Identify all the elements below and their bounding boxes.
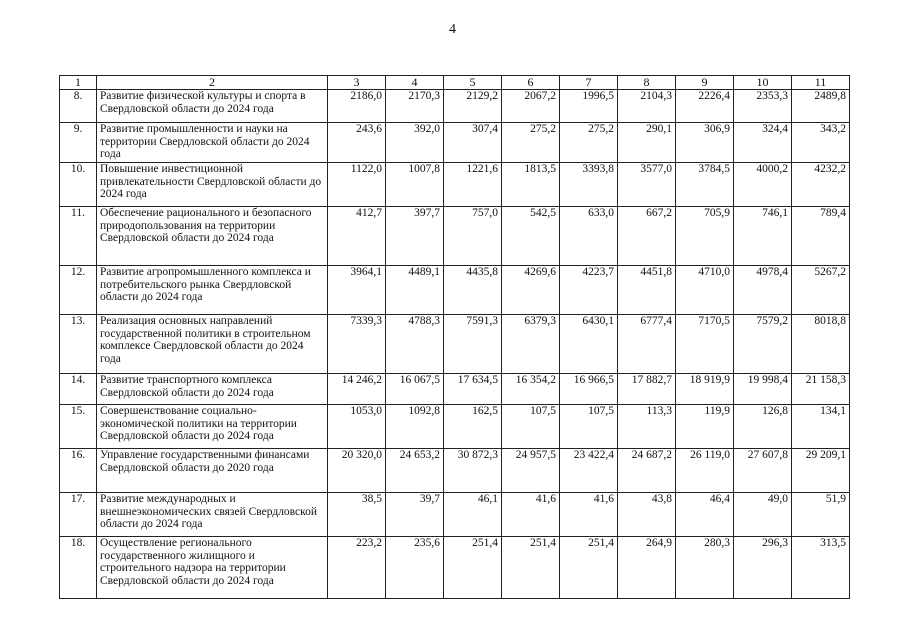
value-cell: 7339,3: [328, 315, 386, 374]
value-cell: 412,7: [328, 207, 386, 266]
value-cell: 39,7: [386, 493, 444, 537]
value-cell: 46,4: [676, 493, 734, 537]
value-cell: 306,9: [676, 123, 734, 163]
column-header-6: 6: [502, 76, 560, 90]
value-cell: 243,6: [328, 123, 386, 163]
program-name: Обеспечение рационального и безопасного природопользования на территории Свердловской области до 2024 года: [97, 207, 328, 266]
value-cell: 16 067,5: [386, 374, 444, 405]
column-header-8: 8: [618, 76, 676, 90]
value-cell: 667,2: [618, 207, 676, 266]
value-cell: 51,9: [792, 493, 850, 537]
column-header-10: 10: [734, 76, 792, 90]
value-cell: 43,8: [618, 493, 676, 537]
program-name: Осуществление регионального государственного жилищного и строительного надзора на территории Свердловской области до 2024 года: [97, 537, 328, 599]
value-cell: 19 998,4: [734, 374, 792, 405]
value-cell: 6379,3: [502, 315, 560, 374]
value-cell: 2170,3: [386, 90, 444, 123]
row-number: 11.: [60, 207, 97, 266]
value-cell: 789,4: [792, 207, 850, 266]
program-name: Совершенствование социально-экономической политики на территории Свердловской области до 2024 года: [97, 405, 328, 449]
value-cell: 3577,0: [618, 163, 676, 207]
column-header-2: 2: [97, 76, 328, 90]
value-cell: 392,0: [386, 123, 444, 163]
value-cell: 2104,3: [618, 90, 676, 123]
value-cell: 2129,2: [444, 90, 502, 123]
value-cell: 307,4: [444, 123, 502, 163]
value-cell: 18 919,9: [676, 374, 734, 405]
value-cell: 134,1: [792, 405, 850, 449]
value-cell: 296,3: [734, 537, 792, 599]
header-row: [60, 76, 850, 90]
value-cell: 4435,8: [444, 266, 502, 315]
value-cell: 251,4: [444, 537, 502, 599]
value-cell: 280,3: [676, 537, 734, 599]
value-cell: 290,1: [618, 123, 676, 163]
column-header-11: 11: [792, 76, 850, 90]
value-cell: 14 246,2: [328, 374, 386, 405]
value-cell: 8018,8: [792, 315, 850, 374]
value-cell: 41,6: [502, 493, 560, 537]
table-body: [60, 90, 850, 599]
value-cell: 1221,6: [444, 163, 502, 207]
value-cell: 23 422,4: [560, 449, 618, 493]
table-row: [60, 493, 850, 537]
budget-table: [59, 75, 850, 599]
table-row: [60, 449, 850, 493]
value-cell: 746,1: [734, 207, 792, 266]
value-cell: 24 653,2: [386, 449, 444, 493]
value-cell: 46,1: [444, 493, 502, 537]
value-cell: 4788,3: [386, 315, 444, 374]
row-number: 18.: [60, 537, 97, 599]
value-cell: 113,3: [618, 405, 676, 449]
row-number: 8.: [60, 90, 97, 123]
value-cell: 1996,5: [560, 90, 618, 123]
value-cell: 26 119,0: [676, 449, 734, 493]
value-cell: 4451,8: [618, 266, 676, 315]
value-cell: 2186,0: [328, 90, 386, 123]
value-cell: 27 607,8: [734, 449, 792, 493]
value-cell: 7579,2: [734, 315, 792, 374]
value-cell: 3393,8: [560, 163, 618, 207]
program-name: Развитие международных и внешнеэкономических связей Свердловской области до 2024 года: [97, 493, 328, 537]
value-cell: 107,5: [502, 405, 560, 449]
value-cell: 223,2: [328, 537, 386, 599]
value-cell: 4000,2: [734, 163, 792, 207]
value-cell: 17 634,5: [444, 374, 502, 405]
value-cell: 2489,8: [792, 90, 850, 123]
value-cell: 264,9: [618, 537, 676, 599]
value-cell: 162,5: [444, 405, 502, 449]
value-cell: 251,4: [560, 537, 618, 599]
value-cell: 107,5: [560, 405, 618, 449]
value-cell: 29 209,1: [792, 449, 850, 493]
value-cell: 343,2: [792, 123, 850, 163]
value-cell: 16 966,5: [560, 374, 618, 405]
value-cell: 7170,5: [676, 315, 734, 374]
value-cell: 17 882,7: [618, 374, 676, 405]
value-cell: 126,8: [734, 405, 792, 449]
value-cell: 21 158,3: [792, 374, 850, 405]
program-name: Развитие агропромышленного комплекса и потребительского рынка Свердловской области до 2024 года: [97, 266, 328, 315]
program-name: Развитие транспортного комплекса Свердловской области до 2024 года: [97, 374, 328, 405]
program-name: Развитие промышленности и науки на территории Свердловской области до 2024 года: [97, 123, 328, 163]
table-row: [60, 163, 850, 207]
value-cell: 2067,2: [502, 90, 560, 123]
program-name: Развитие физической культуры и спорта в Свердловской области до 2024 года: [97, 90, 328, 123]
value-cell: 705,9: [676, 207, 734, 266]
value-cell: 24 687,2: [618, 449, 676, 493]
row-number: 16.: [60, 449, 97, 493]
page-number: 4: [449, 22, 456, 37]
value-cell: 1122,0: [328, 163, 386, 207]
table-row: [60, 207, 850, 266]
table-header: [60, 76, 850, 90]
value-cell: 49,0: [734, 493, 792, 537]
value-cell: 20 320,0: [328, 449, 386, 493]
value-cell: 4710,0: [676, 266, 734, 315]
value-cell: 313,5: [792, 537, 850, 599]
value-cell: 2353,3: [734, 90, 792, 123]
value-cell: 275,2: [502, 123, 560, 163]
column-header-7: 7: [560, 76, 618, 90]
table-row: [60, 123, 850, 163]
value-cell: 3964,1: [328, 266, 386, 315]
table-row: [60, 405, 850, 449]
value-cell: 4978,4: [734, 266, 792, 315]
table-row: [60, 315, 850, 374]
value-cell: 119,9: [676, 405, 734, 449]
row-number: 9.: [60, 123, 97, 163]
column-header-5: 5: [444, 76, 502, 90]
value-cell: 633,0: [560, 207, 618, 266]
value-cell: 38,5: [328, 493, 386, 537]
value-cell: 1813,5: [502, 163, 560, 207]
value-cell: 235,6: [386, 537, 444, 599]
value-cell: 251,4: [502, 537, 560, 599]
value-cell: 397,7: [386, 207, 444, 266]
table-row: [60, 266, 850, 315]
program-name: Реализация основных направлений государственной политики в строительном комплексе Свердловской области до 2024 года: [97, 315, 328, 374]
value-cell: 4269,6: [502, 266, 560, 315]
value-cell: 6777,4: [618, 315, 676, 374]
value-cell: 3784,5: [676, 163, 734, 207]
column-header-1: 1: [60, 76, 97, 90]
value-cell: 542,5: [502, 207, 560, 266]
value-cell: 7591,3: [444, 315, 502, 374]
row-number: 13.: [60, 315, 97, 374]
value-cell: 1053,0: [328, 405, 386, 449]
row-number: 10.: [60, 163, 97, 207]
value-cell: 24 957,5: [502, 449, 560, 493]
value-cell: 5267,2: [792, 266, 850, 315]
value-cell: 4489,1: [386, 266, 444, 315]
column-header-3: 3: [328, 76, 386, 90]
value-cell: 4223,7: [560, 266, 618, 315]
column-header-9: 9: [676, 76, 734, 90]
column-header-4: 4: [386, 76, 444, 90]
table-row: [60, 537, 850, 599]
value-cell: 16 354,2: [502, 374, 560, 405]
value-cell: 1007,8: [386, 163, 444, 207]
table-row: [60, 374, 850, 405]
value-cell: 41,6: [560, 493, 618, 537]
value-cell: 275,2: [560, 123, 618, 163]
row-number: 12.: [60, 266, 97, 315]
value-cell: 324,4: [734, 123, 792, 163]
program-name: Повышение инвестиционной привлекательности Свердловской области до 2024 года: [97, 163, 328, 207]
value-cell: 757,0: [444, 207, 502, 266]
table-row: [60, 90, 850, 123]
value-cell: 6430,1: [560, 315, 618, 374]
value-cell: 4232,2: [792, 163, 850, 207]
row-number: 14.: [60, 374, 97, 405]
value-cell: 2226,4: [676, 90, 734, 123]
program-name: Управление государственными финансами Свердловской области до 2020 года: [97, 449, 328, 493]
value-cell: 1092,8: [386, 405, 444, 449]
row-number: 17.: [60, 493, 97, 537]
value-cell: 30 872,3: [444, 449, 502, 493]
row-number: 15.: [60, 405, 97, 449]
